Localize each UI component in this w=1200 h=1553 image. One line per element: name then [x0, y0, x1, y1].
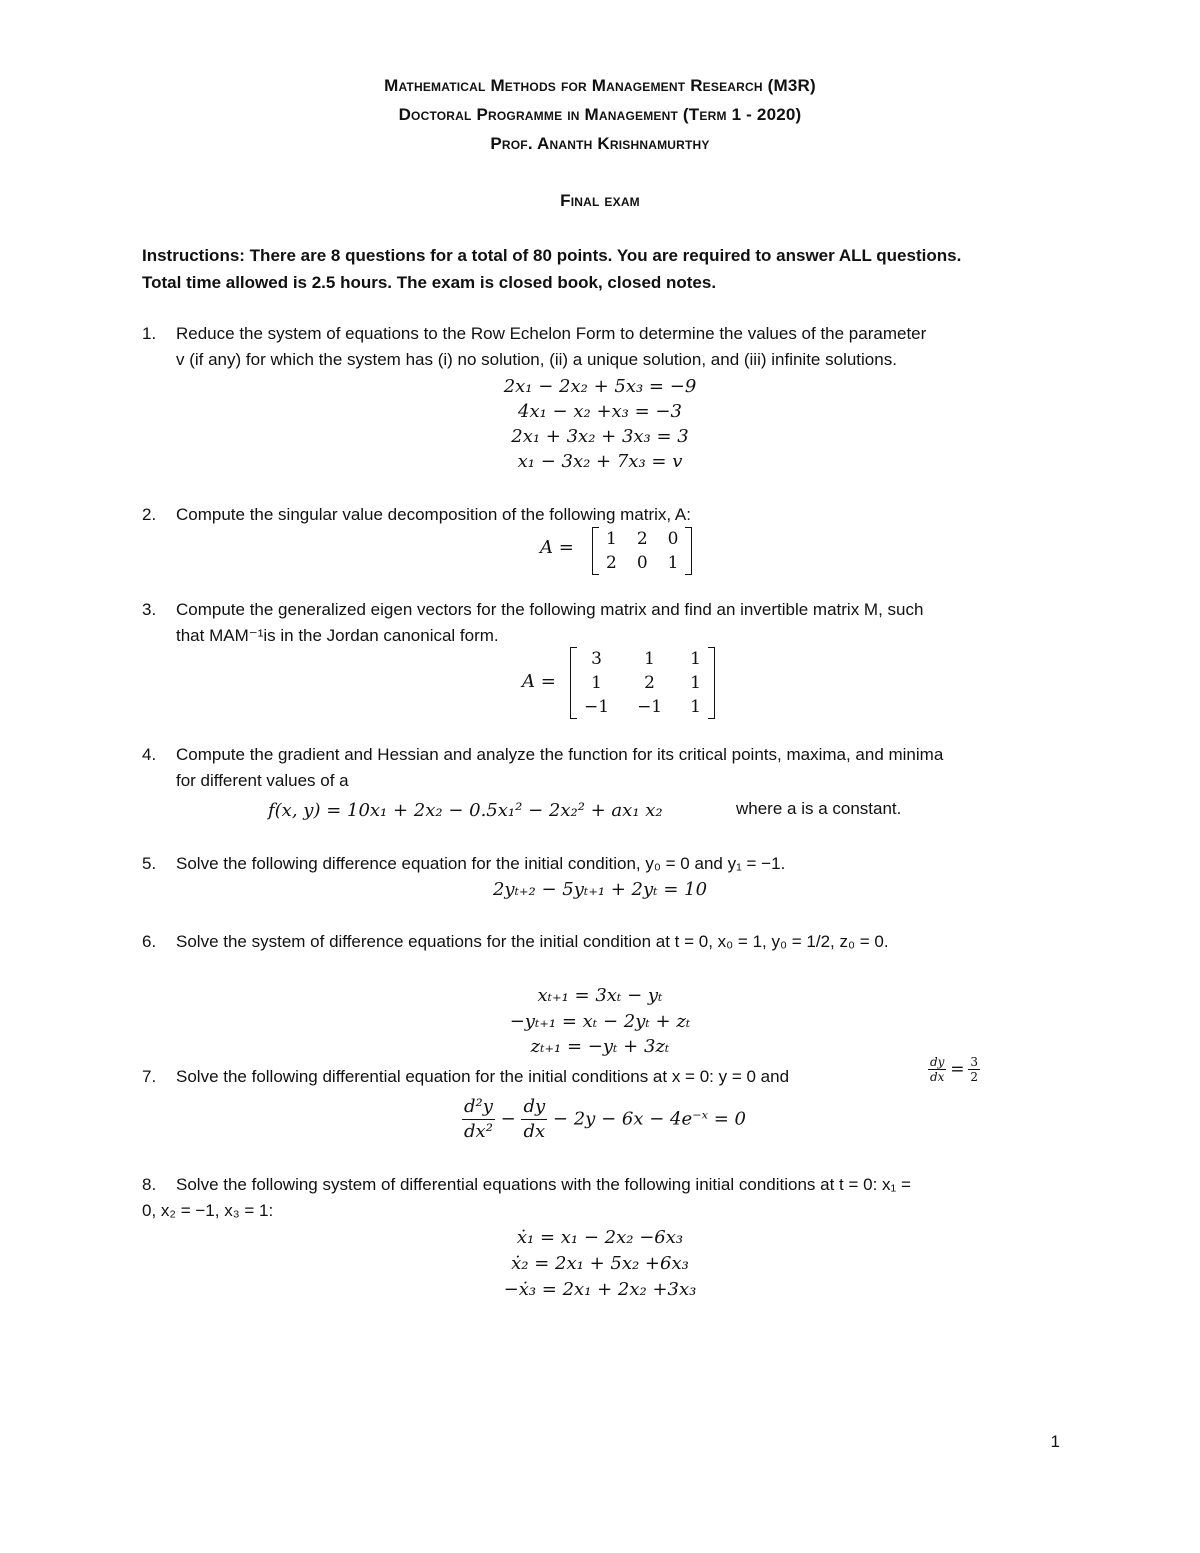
equation: xₜ₊₁ = 3xₜ − yₜ	[537, 985, 663, 1006]
fraction-numerator: d²y	[462, 1095, 495, 1120]
page-number: 1	[1050, 1432, 1060, 1451]
matrix-cell: −1	[584, 697, 610, 717]
matrix-cell: 1	[690, 649, 701, 669]
instructions-line-2: Total time allowed is 2.5 hours. The exam is closed book, closed notes.	[142, 273, 717, 292]
question-text: Compute the generalized eigen vectors for the following matrix and find an invertible matrix M, such	[176, 600, 924, 619]
equation-remainder: − 2y − 6x − 4e⁻ˣ = 0	[552, 1108, 746, 1130]
question-number: 2.	[142, 505, 157, 524]
equation: 4x₁ − x₂ +x₃ = −3	[518, 401, 682, 422]
equation-note: where a is a constant.	[736, 799, 902, 818]
question-text-2: 0, x₂ = −1, x₃ = 1:	[142, 1201, 274, 1220]
fraction-denominator: dx	[523, 1121, 546, 1142]
question-number: 3.	[142, 600, 157, 619]
question-text: Reduce the system of equations to the Row Echelon Form to determine the values of the parameter	[176, 324, 927, 343]
matrix-2x3	[596, 527, 688, 575]
professor-name: Prof. Ananth Krishnamurthy	[490, 134, 710, 153]
equals-sign: =	[950, 1059, 965, 1080]
fraction-denominator: dx	[930, 1070, 945, 1084]
exam-title: Final exam	[560, 191, 640, 210]
matrix-cell: 0	[636, 553, 648, 573]
programme-title: Doctoral Programme in Management (Term 1 - 2020)	[398, 105, 802, 124]
equation: zₜ₊₁ = −yₜ + 3zₜ	[530, 1036, 670, 1057]
equation: −yₜ₊₁ = xₜ − 2yₜ + zₜ	[509, 1011, 691, 1032]
equation: 2x₁ − 2x₂ + 5x₃ = −9	[503, 376, 697, 397]
matrix-cell: 1	[667, 553, 679, 573]
equation: ẋ₂ = 2x₁ + 5x₂ +6x₃	[511, 1253, 689, 1274]
question-number: 5.	[142, 854, 157, 873]
question-text: Solve the system of difference equations for the initial condition at t = 0, x₀ = 1, y₀ = 1/2, z₀ = 0.	[176, 932, 889, 951]
question-number: 8.	[142, 1175, 157, 1194]
matrix-label: A =	[522, 671, 556, 692]
matrix-cell: 1	[690, 697, 701, 717]
right-bracket	[708, 647, 715, 719]
matrix-cell: 1	[606, 529, 617, 549]
matrix-cell: 1	[644, 649, 655, 669]
matrix-cell: 3	[591, 649, 602, 669]
initial-condition-derivative	[928, 1055, 980, 1084]
matrix-cell: 2	[644, 673, 655, 693]
matrix-label: A =	[540, 537, 574, 558]
question-text: Solve the following difference equation for the initial condition, y₀ = 0 and y₁ = −1.	[176, 854, 786, 873]
function-equation: f(x, y) = 10x₁ + 2x₂ − 0.5x₁² − 2x₂² + ax₁ x₂	[268, 800, 663, 821]
matrix-cell: 0	[667, 529, 679, 549]
minus-sign: −	[500, 1108, 516, 1130]
question-text: Compute the gradient and Hessian and analyze the function for its critical points, maxima, and minima	[176, 745, 944, 764]
question-number: 4.	[142, 745, 157, 764]
question-number: 1.	[142, 324, 157, 343]
question-number: 6.	[142, 932, 157, 951]
course-title: Mathematical Methods for Management Research (M3R)	[384, 76, 816, 95]
left-bracket	[592, 527, 599, 575]
matrix-cell: 2	[636, 529, 648, 549]
equation: 2x₁ + 3x₂ + 3x₃ = 3	[511, 426, 689, 447]
matrix-cell: 1	[690, 673, 701, 693]
difference-equation: 2yₜ₊₂ − 5yₜ₊₁ + 2yₜ = 10	[492, 879, 708, 900]
fraction-denominator: dx²	[464, 1121, 493, 1142]
instructions-line-1: Instructions: There are 8 questions for a total of 80 points. You are required to answer ALL questions.	[142, 246, 962, 265]
matrix-cell: −1	[637, 697, 663, 717]
question-text-2: for different values of a	[176, 771, 349, 790]
equation: ẋ₁ = x₁ − 2x₂ −6x₃	[516, 1227, 684, 1248]
matrix-3x3	[574, 647, 711, 719]
matrix-cell: 1	[591, 673, 602, 693]
fraction-denominator: 2	[970, 1070, 979, 1084]
equation: −ẋ₃ = 2x₁ + 2x₂ +3x₃	[503, 1279, 697, 1300]
left-bracket	[570, 647, 577, 719]
matrix-cell: 2	[606, 553, 617, 573]
question-text: Solve the following system of differential equations with the following initial conditions at t = 0: x₁ =	[176, 1175, 911, 1194]
equation: x₁ − 3x₂ + 7x₃ = v	[517, 451, 683, 472]
fraction-numerator: dy	[930, 1055, 945, 1069]
question-number: 7.	[142, 1067, 157, 1086]
fraction-numerator: 3	[970, 1055, 979, 1069]
question-text: Compute the singular value decomposition of the following matrix, A:	[176, 505, 691, 524]
question-text-2: v (if any) for which the system has (i) no solution, (ii) a unique solution, and (iii) infinite solutions.	[176, 350, 897, 369]
question-text-2: that MAM⁻¹is in the Jordan canonical form.	[176, 626, 499, 645]
differential-equation	[462, 1095, 746, 1144]
fraction-numerator: dy	[521, 1095, 547, 1120]
question-text: Solve the following differential equation for the initial conditions at x = 0: y = 0 and	[176, 1067, 790, 1086]
right-bracket	[685, 527, 692, 575]
